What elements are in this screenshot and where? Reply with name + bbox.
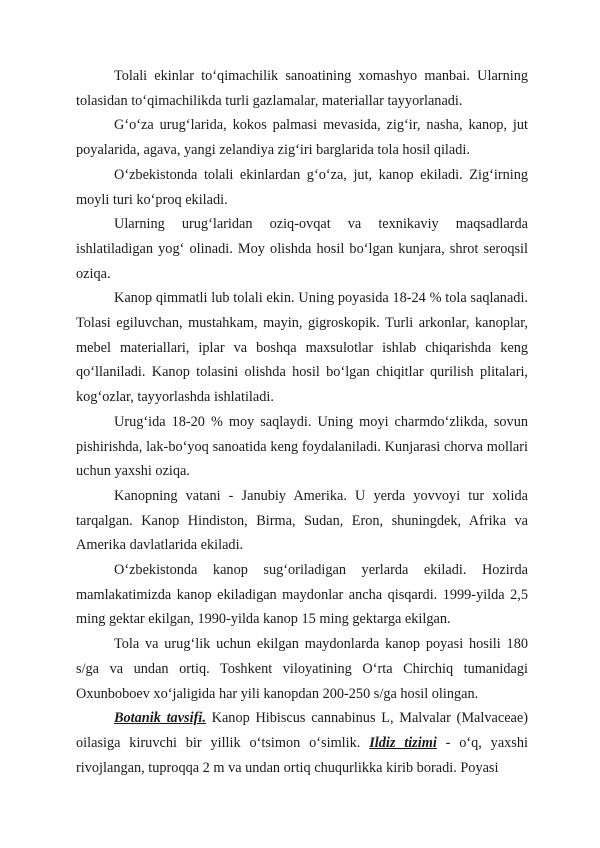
botanical-description-term: Botanik tavsifi.	[114, 710, 206, 727]
paragraph-kenaf-area: O‘zbekistonda kanop sug‘oriladigan yerlarda ekiladi. Hozirda mamlakatimizda kanop ekiladigan maydonlar ancha qisqardi. 1999-yilda 2,5 ming gektar ekilgan, 1990-yilda kanop 15 ming gektarga ekilgan.	[76, 562, 528, 628]
paragraph-seed-oil: Ularning urug‘laridan oziq-ovqat va texnikaviy maqsadlarda ishlatiladigan yog‘ olinadi. Moy olishda hosil bo‘lgan kunjara, shrot seroqsil oziqa.	[76, 216, 528, 282]
paragraph-fiber-sources: G‘o‘za urug‘larida, kokos palmasi mevasida, zig‘ir, nasha, kanop, jut poyalarida, agava, yangi zelandiya zig‘iri barglarida tola hosil qiladi.	[76, 117, 528, 159]
paragraph-kenaf-fiber: Kanop qimmatli lub tolali ekin. Uning poyasida 18-24 % tola saqlanadi. Tolasi egiluvchan, mustahkam, mayin, gigroskopik. Turli arkonlar, kanoplar, mebel materiallari, iplar va boshqa maxsulotlar ishlab chiqarishda keng qo‘llaniladi. Kanop tolasini olishda hosil bo‘lgan chiqitlar qurilish plitalari, kog‘ozlar, tayyorlashda ishlatiladi.	[76, 290, 528, 406]
paragraph-kenaf-origin: Kanopning vatani - Janubiy Amerika. U yerda yovvoyi tur xolida tarqalgan. Kanop Hindiston, Birma, Sudan, Eron, shuningdek, Afrika va Amerika davlatlarida ekiladi.	[76, 487, 528, 554]
paragraph-kenaf-oil: Urug‘ida 18-20 % moy saqlaydi. Uning moyi charmdo‘zlikda, sovun pishirishda, lak-bo‘yoq sanoatida keng foydalaniladi. Kunjarasi chorva mollari uchun yaxshi oziqa.	[76, 413, 528, 480]
root-system-text: - o‘q, yaxshi rivojlangan, tuproqqa 2 m va undan ortiq chuqurlikka kirib boradi. Poyasi	[76, 734, 528, 776]
paragraph-textile-crops: Tolali ekinlar to‘qimachilik sanoatining xomashyo manbai. Ularning tolasidan to‘qimachilikda turli gazlamalar, materiallar tayyorlanadi.	[76, 68, 528, 109]
botanical-description-text: Kanop Hibiscus cannabinus L, Malvalar (Malvaceae) oilasiga kiruvchi bir yillik o‘tsimon o‘simlik.	[76, 710, 528, 751]
document-body	[76, 64, 528, 780]
paragraph-uzbekistan-crops: O‘zbekistonda tolali ekinlardan g‘o‘za, jut, kanop ekiladi. Zig‘irning moyli turi ko‘proq ekiladi.	[76, 166, 528, 208]
paragraph-botanical-description	[76, 706, 528, 780]
root-system-term: Ildiz tizimi	[369, 734, 437, 751]
paragraph-kenaf-yield: Tola va urug‘lik uchun ekilgan maydonlarda kanop poyasi hosili 180 s/ga va undan ortiq. Toshkent viloyatining O‘rta Chirchiq tumanidagi Oxunboboev xo‘jaligida har yili kanopdan 200-250 s/ga hosil olingan.	[76, 636, 528, 702]
